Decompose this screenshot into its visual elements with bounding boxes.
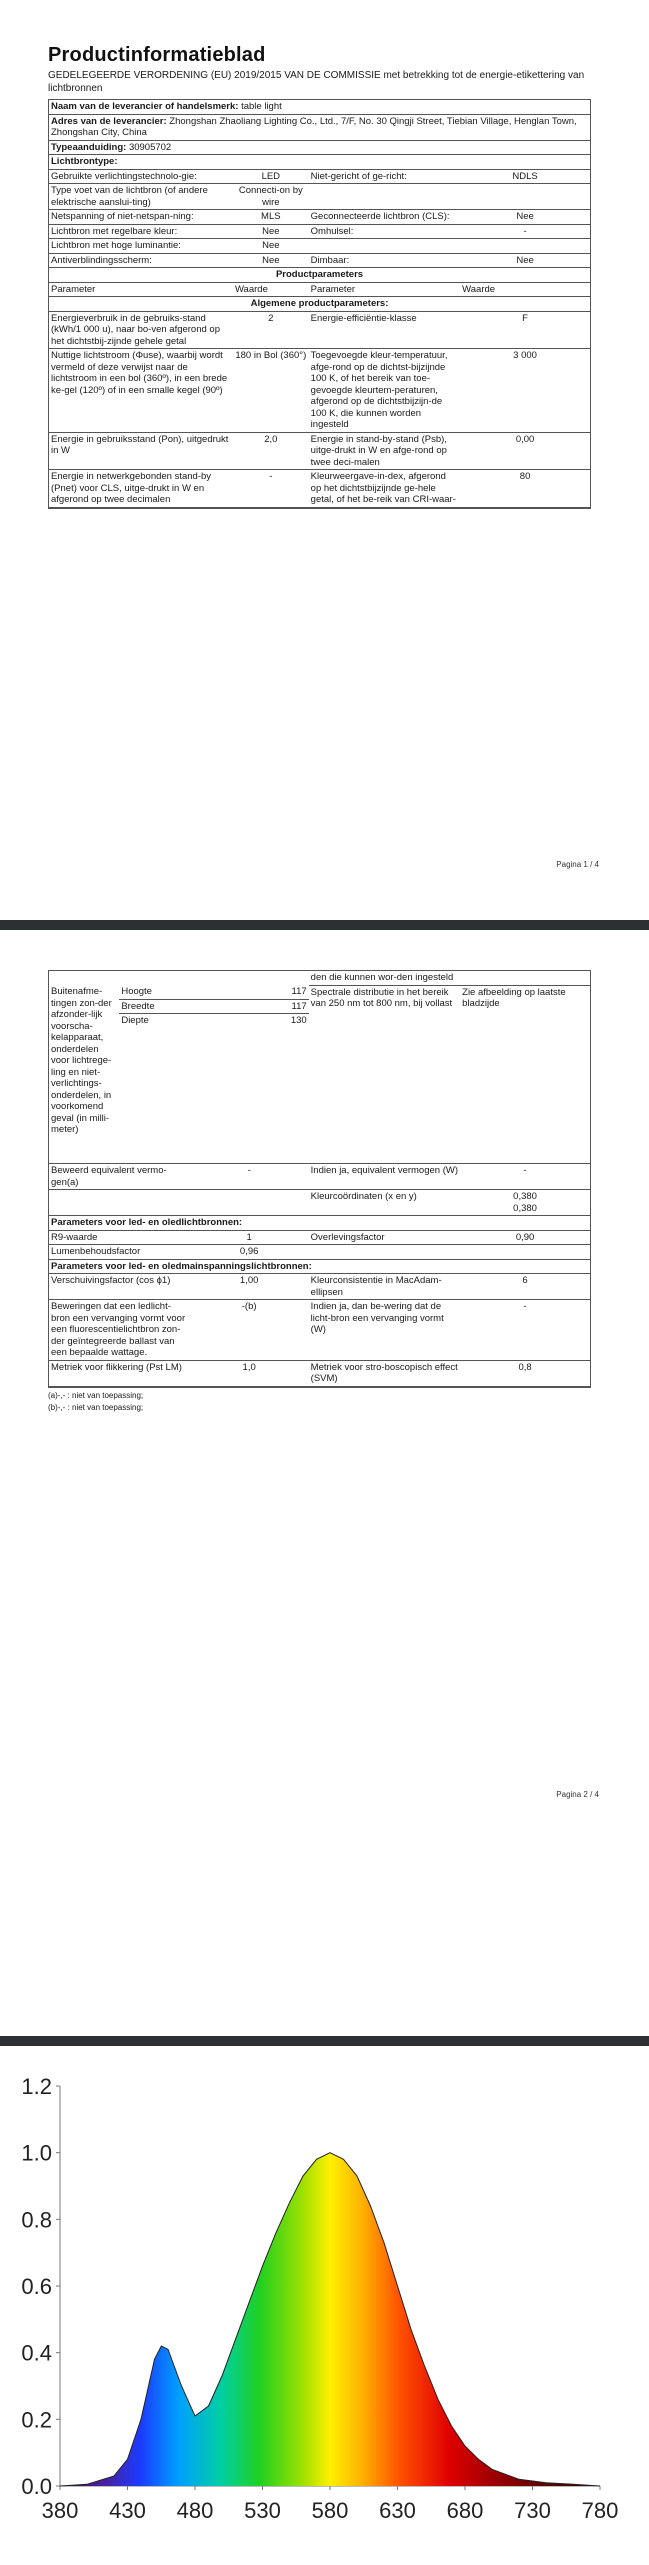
page-number-2: Pagina 2 / 4	[556, 1790, 599, 1799]
lightsource-cell-d	[460, 239, 590, 254]
r9-label: R9-waarde	[49, 1230, 190, 1245]
lightsource-row	[49, 184, 590, 210]
y-tick-label: 1.2	[21, 2074, 52, 2099]
cos-value: 1,00	[190, 1274, 309, 1300]
dim-width-name: Breedte	[119, 999, 189, 1014]
lumen-value: 0,96	[190, 1245, 309, 1260]
y-tick-label: 0.8	[21, 2207, 52, 2233]
param-cell-b: 180 in Bol (360°)	[233, 349, 309, 433]
x-tick-label: 380	[41, 2498, 79, 2523]
coord-y: 0,380	[513, 1202, 537, 1214]
x-tick-label: 480	[176, 2498, 214, 2523]
spectrum-area	[60, 2153, 600, 2486]
param-row	[49, 311, 590, 349]
lightsource-cell-b: Connecti-on by wire	[233, 184, 309, 210]
params-table-2	[48, 970, 591, 1388]
lightsource-cell-b: Nee	[233, 253, 309, 268]
param-cell-a: Nuttige lichtstroom (Φuse), waarbij wordt vermeld of deze verwijst naar de lichtstroom in een bol (360º), in een brede ke-gel (120º) of in een smalle kegel (90º)	[49, 349, 233, 433]
equiv-d: -	[460, 1164, 590, 1190]
param-cell-a: Energie in gebruiksstand (Pon), uitgedrukt in W	[49, 432, 233, 470]
lightsource-type: Lichtbrontype:	[49, 155, 590, 170]
mains-params-heading: Parameters voor led- en oledmainspanningslichtbronnen:	[49, 1259, 590, 1274]
lumen-label: Lumenbehoudsfactor	[49, 1245, 190, 1260]
product-sheet-1	[48, 44, 591, 509]
x-tick-label: 530	[244, 2498, 281, 2523]
lightsource-cell-d: Nee	[460, 253, 590, 268]
param-cell-d: 0,00	[460, 432, 590, 470]
param-row	[49, 349, 590, 433]
spectral-value: Zie afbeelding op laatste bladzijde	[460, 985, 590, 1164]
model-label: Typeaanduiding:	[51, 141, 127, 153]
lightsource-cell-b: Nee	[233, 224, 309, 239]
y-tick-label: 1.0	[21, 2140, 52, 2166]
regulation-text: GEDELEGEERDE VERORDENING (EU) 2019/2015 VAN DE COMMISSIE met betrekking tot de energie-etikettering van lichtbronnen	[48, 70, 585, 94]
lightsource-row	[49, 253, 590, 268]
spectral-label: Spectrale distributie in het bereik van 250 nm tot 800 nm, bij vollast	[309, 985, 460, 1164]
equiv-value: -	[190, 1164, 309, 1190]
lightsource-cell-c	[309, 239, 460, 254]
page-number: Pagina 1 / 4	[556, 860, 599, 869]
equiv-label: Beweerd equivalent vermo-gen(a)	[49, 1164, 190, 1190]
equiv-c: Indien ja, equivalent vermogen (W)	[309, 1164, 460, 1190]
x-tick-label: 730	[514, 2498, 551, 2523]
lightsource-row	[49, 210, 590, 225]
lightsource-cell-d: Nee	[460, 210, 590, 225]
cos-label: Verschuivingsfactor (cos ϕ1)	[49, 1274, 190, 1300]
param-cell-b: 2	[233, 311, 309, 349]
param-cell-a: Energie in netwerkgebonden stand-by (Pnet) voor CLS, uitge-drukt in W en afgerond op twee decimalen	[49, 470, 233, 508]
lightsource-cell-a: Lichtbron met regelbare kleur:	[49, 224, 233, 239]
lightsource-cell-c	[309, 184, 460, 210]
lightsource-cell-b: LED	[233, 170, 309, 184]
footnote-b: (b)-,- : niet van toepassing;	[48, 1402, 144, 1412]
claim-d: -	[460, 1300, 590, 1361]
page-separator-2	[0, 2036, 649, 2046]
spectrum-chart-page	[0, 2046, 649, 2560]
coord-label: Kleurcoördinaten (x en y)	[309, 1190, 460, 1216]
strobo-label: Metriek voor stro-boscopisch effect (SVM)	[309, 1360, 460, 1386]
lightsource-row	[49, 170, 590, 184]
header-value-2: Waarde	[460, 283, 590, 297]
lightsource-row	[49, 224, 590, 239]
header-value-1: Waarde	[233, 283, 309, 297]
x-tick-label: 680	[446, 2498, 484, 2523]
product-sheet-2	[48, 970, 591, 1414]
dim-width-value: 117	[190, 999, 309, 1014]
param-cell-b: -	[233, 470, 309, 508]
strobo-value: 0,8	[460, 1360, 590, 1386]
page-title: Productinformatieblad	[48, 44, 266, 66]
footnote-a: (a)-,- : niet van toepassing;	[48, 1390, 144, 1400]
dim-height-value: 117	[190, 985, 309, 999]
lightsource-table	[49, 170, 590, 269]
dim-depth-name: Diepte	[119, 1014, 189, 1164]
claim-c: Indien ja, dan be-wering dat de licht-bron een vervanging vormt (W)	[309, 1300, 460, 1361]
y-tick-label: 0.2	[21, 2407, 52, 2433]
param-cell-a: Energieverbruik in de gebruiks-stand (kWh/1 000 u), naar bo-ven afgerond op het dichtstbij-zijnde gehele getal	[49, 311, 233, 349]
model-value: 30905702	[128, 141, 172, 153]
lightsource-row	[49, 239, 590, 254]
lightsource-cell-d	[460, 184, 590, 210]
header-param-2: Parameter	[309, 283, 460, 297]
page-separator	[0, 920, 649, 930]
claim-label: Beweringen dat een ledlicht-bron een vervanging vormt voor een fluorescentielichtbron zon-der geïntegreerde ballast van een bepaalde wattage.	[49, 1300, 190, 1361]
param-row	[49, 432, 590, 470]
general-heading: Algemene productparameters:	[49, 297, 590, 312]
lightsource-cell-a: Antiverblindingsscherm:	[49, 253, 233, 268]
y-tick-label: 0.0	[21, 2474, 52, 2499]
lightsource-cell-c: Geconnecteerde lichtbron (CLS):	[309, 210, 460, 225]
lightsource-cell-d: -	[460, 224, 590, 239]
address-value: Zhongshan Zhaoliang Lighting Co., Ltd., 7/F, No. 30 Qingji Street, Tiebian Village, Henglan Town, Zhongshan City, China	[51, 115, 577, 138]
params-table	[49, 283, 590, 508]
led-params-heading: Parameters voor led- en oledlichtbronnen:	[49, 1216, 590, 1231]
param-cell-c: Kleurweergave-in-dex, afgerond op het dichtstbijzijnde ge-hele getal, of het be-reik van CRI-waar-	[309, 470, 460, 508]
supplier-value: table light	[241, 101, 282, 112]
info-table	[48, 99, 591, 509]
param-cell-d: 3 000	[460, 349, 590, 433]
param-cell-d: F	[460, 311, 590, 349]
continued-text: den die kunnen wor-den ingesteld	[309, 971, 460, 985]
y-tick-label: 0.6	[21, 2274, 52, 2299]
lightsource-cell-b: Nee	[233, 239, 309, 254]
x-tick-label: 580	[311, 2498, 349, 2523]
lightsource-cell-a: Type voet van de lichtbron (of andere elektrische aanslui-ting)	[49, 184, 233, 210]
lightsource-cell-c: Dimbaar:	[309, 253, 460, 268]
x-tick-label: 780	[581, 2498, 619, 2523]
page-2	[0, 930, 649, 2036]
chart-marks	[60, 2153, 600, 2486]
param-cell-c: Energie in stand-by-stand (Psb), uitge-drukt in W en afge-rond op twee deci-malen	[309, 432, 460, 470]
survival-value: 0,90	[460, 1230, 590, 1245]
lightsource-cell-a: Lichtbron met hoge luminantie:	[49, 239, 233, 254]
lightsource-cell-c: Omhulsel:	[309, 224, 460, 239]
supplier-label: Naam van de leverancier of handelsmerk:	[51, 101, 239, 112]
x-tick-label: 430	[109, 2498, 146, 2523]
address-label: Adres van de leverancier:	[51, 115, 167, 127]
dim-height-name: Hoogte	[119, 985, 189, 999]
r9-value: 1	[190, 1230, 309, 1245]
param-cell-c: Energie-efficiëntie-klasse	[309, 311, 460, 349]
claim-value: -(b)	[190, 1300, 309, 1361]
x-tick-label: 630	[379, 2498, 416, 2523]
param-row	[49, 470, 590, 508]
productparams-heading: Productparameters	[49, 268, 590, 282]
flicker-label: Metriek voor flikkering (Pst LM)	[49, 1360, 190, 1386]
param-cell-d: 80	[460, 470, 590, 508]
coord-x: 0,380	[513, 1191, 537, 1202]
survival-label: Overlevingsfactor	[309, 1230, 460, 1245]
spectrum-chart	[0, 2046, 649, 2560]
dim-depth-value: 130	[190, 1014, 309, 1164]
lightsource-cell-b: MLS	[233, 210, 309, 225]
header-param-1: Parameter	[49, 283, 233, 297]
param-cell-b: 2,0	[233, 432, 309, 470]
macadam-label: Kleurconsistentie in MacAdam-ellipsen	[309, 1274, 460, 1300]
y-tick-label: 0.4	[21, 2340, 52, 2366]
lightsource-cell-a: Gebruikte verlichtingstechnolo-gie:	[49, 170, 233, 184]
lightsource-cell-a: Netspanning of niet-netspan-ning:	[49, 210, 233, 225]
macadam-value: 6	[460, 1274, 590, 1300]
outer-dims-label: Buitenafme-tingen zon-der afzonder-lijk voorscha-kelapparaat, onderdelen voor lichtrege-ling en niet-verlichtings-onderdelen, in voorkomend geval (in milli-meter)	[49, 985, 119, 1164]
lightsource-cell-c: Niet-gericht of ge-richt:	[309, 170, 460, 184]
page-1	[0, 0, 649, 920]
lightsource-cell-d: NDLS	[460, 170, 590, 184]
param-cell-c: Toegevoegde kleur-temperatuur, afge-rond op de dichtst-bijzijnde 100 K, of het bereik van toe-gevoegde kleurtem-peraturen, afgerond op de dichtstbijzijn-de 100 K, die kunnen worden ingesteld	[309, 349, 460, 433]
flicker-value: 1,0	[190, 1360, 309, 1386]
